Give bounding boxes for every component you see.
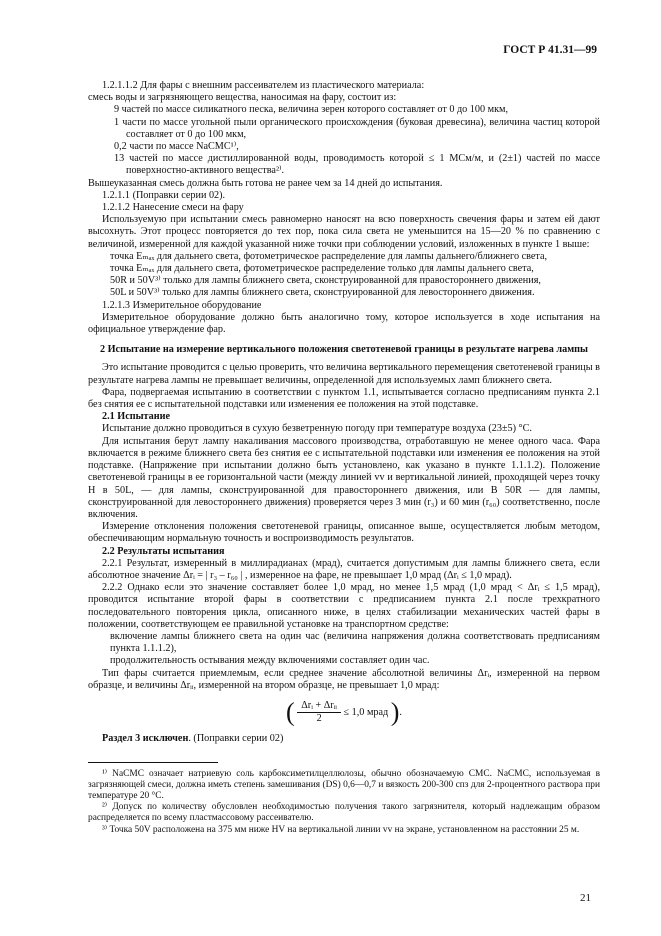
list-item: точка Eₘₐₓ для дальнего света, фотометрическое распределение только для лампы дальнего света, — [110, 263, 534, 275]
paragraph: смесь воды и загрязняющего вещества, наносимая на фару, состоит из: — [88, 92, 397, 104]
formula: ( $\frac{\text{Δrᵢ + Δrᵢᵢ}}{2}$ ≤ 1,0 мрад ). — [286, 697, 402, 727]
paragraph — [88, 733, 600, 745]
list-item: 1 части по массе угольной пыли органического происхождения (буковая древесина), величина частиц которой составляет от 0 до 100 мкм, — [114, 116, 600, 140]
list-item: точка Eₘₐₓ для дальнего света, фотометрическое распределение для лампы дальнего/ближнего света, — [110, 250, 548, 262]
list-item: 50L и 50V³⁾ только для лампы ближнего света, сконструированной для левостороннего движения. — [110, 287, 535, 299]
paragraph: Тип фары считается приемлемым, если среднее значение абсолютной величины Δrᵢ, измеренной на первом образце, и величины Δrᵢᵢ, измеренной на втором образце, не превышает 1,0 мрад: — [88, 667, 600, 691]
formula-fraction — [297, 700, 341, 725]
list-item: 0,2 части по массе NaCMC¹⁾, — [114, 141, 239, 153]
paragraph: 1.2.1.1.2 Для фары с внешним рассеивателем из пластического материала: — [102, 80, 425, 91]
paragraph: 2.2.2 Однако если это значение составляет более 1,0 мрад, но менее 1,5 мрад (1,0 мрад < Δrᵢ ≤ 1,5 мрад), проводится испытание второй фары в соответствии с предписанием пункта 2.1 после трехкратного последовательного повторения цикла, описанного ниже, в целях стабилизации механических частей фары в положении, соответствующем ее правильной установке на транспортном средстве: — [88, 582, 600, 630]
page-body — [88, 80, 600, 836]
paragraph: Используемую при испытании смесь равномерно наносят на всю поверхность свечения фары и затем ей дают высохнуть. Этот процесс повторяется до тех пор, пока сила света не уменьшится на 15—20 % по сравнению с величиной, измеренной для каждой указанной ниже точки при соблюдении условий, изложенных в пункте 1 выше: — [88, 214, 600, 250]
list-item: 13 частей по массе дистиллированной воды, проводимость которой ≤ 1 МСм/м, и (2±1) частей по массе поверхностно-активного вещества²⁾. — [114, 153, 600, 177]
subsection-heading: 2.2 Результаты испытания — [102, 545, 225, 557]
paragraph: Для испытания берут лампу накаливания массового производства, отработавшую не менее одного часа. Фара включается в режиме ближнего света без снятия ее с испытательной подставки или изменения ее положения на этой подставке. (Напряжение при испытании должно быть установлено, как указано в пункте 1.1.1.2). Положение светотеневой границы в ее горизонтальной части (между линией vv и вертикальной линией, проходящей через точку H в 50L, — для лампы, сконструированной для правостороннего движения, или В 50R — для лампы, сконструированной для левостороннего движения) проверяется через 3 мин (r₃) и 60 мин (r₆₀) соответственно, после включения. — [88, 435, 600, 520]
subsection-heading: 2.1 Испытание — [102, 411, 171, 423]
bold-text: Раздел 3 исключен — [102, 733, 189, 745]
paragraph-tail: . (Поправки серии 02) — [188, 733, 284, 745]
paragraph: 2.2.1 Результат, измеренный в миллирадианах (мрад), считается допустимым для лампы ближнего света, если абсолютное значение Δrᵢ = | r₃ – r₆₀ | , измеренное на фаре, не превышает 1,0 мрад (Δrᵢ ≤ 1,0 мрад). — [88, 557, 600, 581]
formula-paren-left: ( — [286, 697, 295, 727]
list-item: включение лампы ближнего света на один час (величина напряжения должна соответствовать предписаниям пункта 1.1.1.2), — [110, 630, 600, 655]
paragraph: 1.2.1.3 Измерительное оборудование — [102, 299, 262, 311]
paragraph: Измерительное оборудование должно быть аналогично тому, которое используется в ходе испытания на официальное утверждение фар. — [88, 311, 600, 336]
paragraph: Это испытание проводится с целью проверить, что величина вертикального перемещения светотеневой границы в результате нагрева лампы не превышает величины, определенной для используемых ламп ближнего света. — [88, 362, 600, 386]
footnote: ³⁾ Точка 50V расположена на 375 мм ниже HV на вертикальной линии vv на экране, установленном на расстоянии 25 м. — [102, 824, 580, 835]
section-heading: 2 Испытание на измерение вертикального положения светотеневой границы в результате нагрева лампы — [99, 344, 588, 356]
paragraph: Испытание должно проводиться в сухую безветренную погоду при температуре воздуха (23±5) °С. — [102, 423, 532, 435]
document-code: ГОСТ Р 41.31—99 — [503, 44, 597, 56]
footnote: ¹⁾ NaCMC означает натриевую соль карбоксиметилцеллюлозы, обычно обозначаемую CMC. NaCMC, используемая в загрязняющей смеси, должна иметь степень замешивания (DS) 0,6—0,7 и вязкость 200-300 спз для 2-процентного раствора при температуре 20 °С. — [88, 768, 600, 801]
list-item: продолжительность остывания между включениями составляет один час. — [110, 655, 430, 667]
formula-paren-right: ) — [390, 697, 400, 727]
formula-numerator: Δrᵢ + Δrᵢᵢ — [297, 700, 341, 713]
list-item: 9 частей по массе силикатного песка, величина зерен которого составляет от 0 до 100 мкм, — [114, 104, 509, 116]
footnote-rule — [88, 762, 218, 763]
paragraph: Измерение отклонения положения светотеневой границы, описанное выше, осуществляется любым методом, обеспечивающим нормальную точность и воспроизводимость результатов. — [88, 521, 600, 545]
page-number: 21 — [580, 892, 591, 904]
list-item: 50R и 50V³⁾ только для лампы ближнего света, сконструированной для правостороннего движения, — [110, 275, 541, 287]
footnote: ²⁾ Допуск по количеству обусловлен необходимостью получения такого загрязнителя, который надлежащим образом распределяется по всему пластмассовому рассеивателю. — [88, 802, 600, 824]
formula-denominator: 2 — [316, 713, 322, 725]
formula-tail: ≤ 1,0 мрад — [343, 707, 389, 718]
paragraph: Фара, подвергаемая испытанию в соответствии с пунктом 1.1, испытывается согласно предписаниям пункта 2.1 без снятия ее с испытательной подставки или изменения ее положения на этой подставке. — [88, 386, 600, 411]
paragraph: 1.2.1.2 Нанесение смеси на фару — [102, 202, 244, 214]
paragraph: 1.2.1.1 (Поправки серии 02). — [102, 189, 226, 201]
paragraph: Вышеуказанная смесь должна быть готова не ранее чем за 14 дней до испытания. — [88, 177, 443, 189]
